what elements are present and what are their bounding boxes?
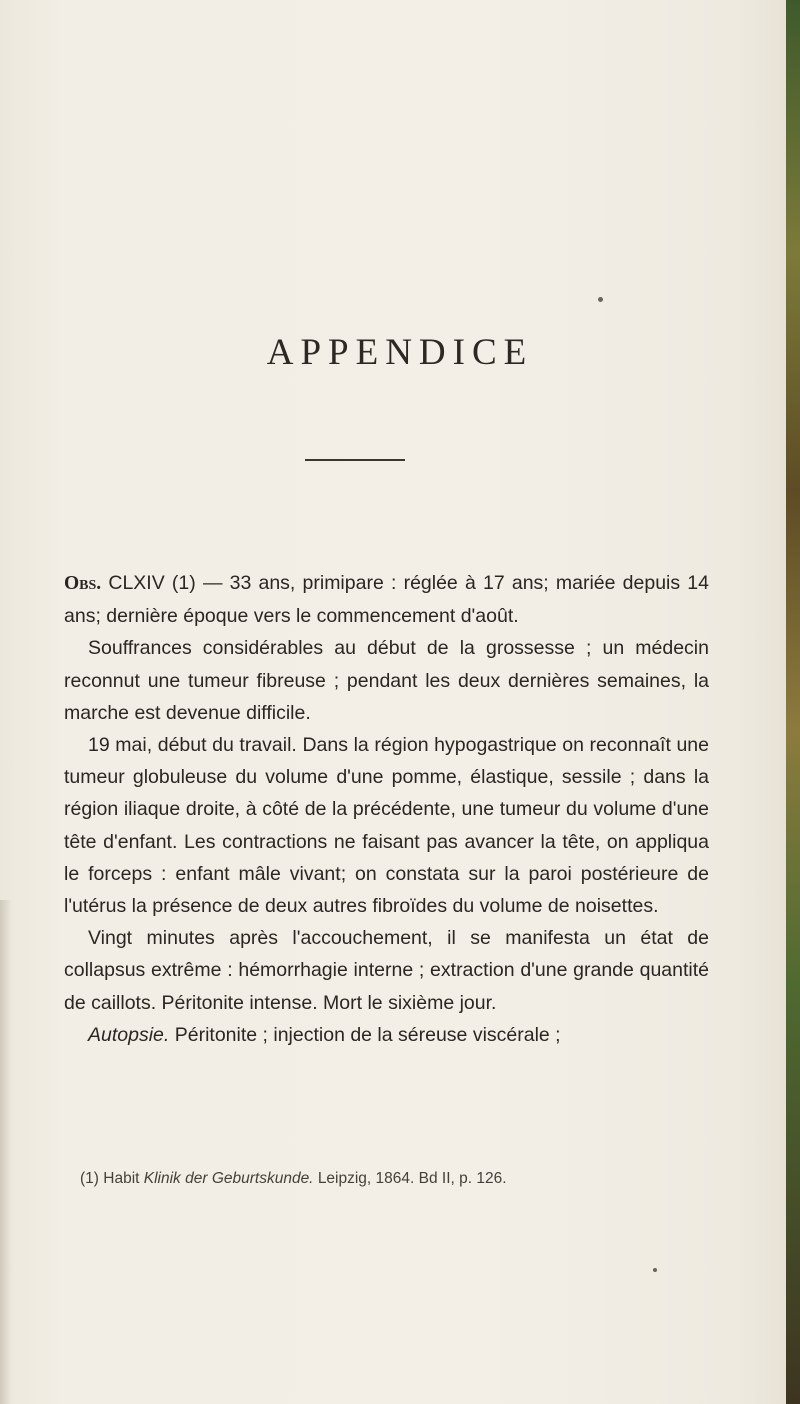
autopsy-text: Péritonite ; injection de la séreuse viscérale ;: [174, 1023, 561, 1046]
page-edge-stain: [786, 0, 800, 1404]
obs-number: CLXIV: [108, 572, 165, 594]
obs-label: Obs.: [64, 573, 102, 594]
page-fold-shadow: [0, 900, 12, 1404]
footnote-author: Habit: [103, 1170, 140, 1187]
paragraph-3: 19 mai, début du travail. Dans la région hypogastrique on reconnaît une tumeur globuleuse du volume d'une pomme, élastique, sessile ; dans la région iliaque droite, à côté de la précédente, une tumeur du volume d'une tête d'enfant. Les contractions ne faisant pas avancer la tête, on appliqua le forceps : enfant mâle vivant; on constata sur la paroi postérieure de l'utérus la présence de deux autres fibroïdes du volume de noisettes.: [64, 734, 709, 918]
autopsy-label: Autopsie.: [88, 1023, 170, 1046]
obs-footnote-ref: (1): [171, 572, 196, 594]
heading-rule: [305, 459, 405, 461]
footnote-rest: Leipzig, 1864. Bd II, p. 126.: [317, 1170, 507, 1187]
ink-speck: [653, 1268, 657, 1272]
paragraph-2: Souffrances considérables au début de la grossesse ; un médecin reconnut une tumeur fibreuse ; pendant les deux dernières semaines, la marche est devenue difficile.: [64, 637, 709, 724]
paragraph-4: Vingt minutes après l'accouchement, il se manifesta un état de collapsus extrême : hémorrhagie interne ; extraction d'une grande quantité de caillots. Péritonite intense. Mort le sixième jour.: [64, 927, 709, 1014]
ink-speck: [598, 297, 603, 302]
observation-text: [64, 567, 709, 1051]
page-heading: APPENDICE: [266, 332, 534, 373]
paragraph-5: [64, 1019, 709, 1051]
footnote-title: Klinik der Geburtskunde.: [143, 1170, 314, 1187]
footnote: [80, 1168, 720, 1190]
footnote-mark: (1): [80, 1170, 99, 1187]
obs-intro-text: — 33 ans, primipare : réglée à 17 ans; mariée depuis 14 ans; dernière époque vers le commencement d'août.: [64, 572, 710, 628]
observation-intro: [64, 567, 709, 632]
